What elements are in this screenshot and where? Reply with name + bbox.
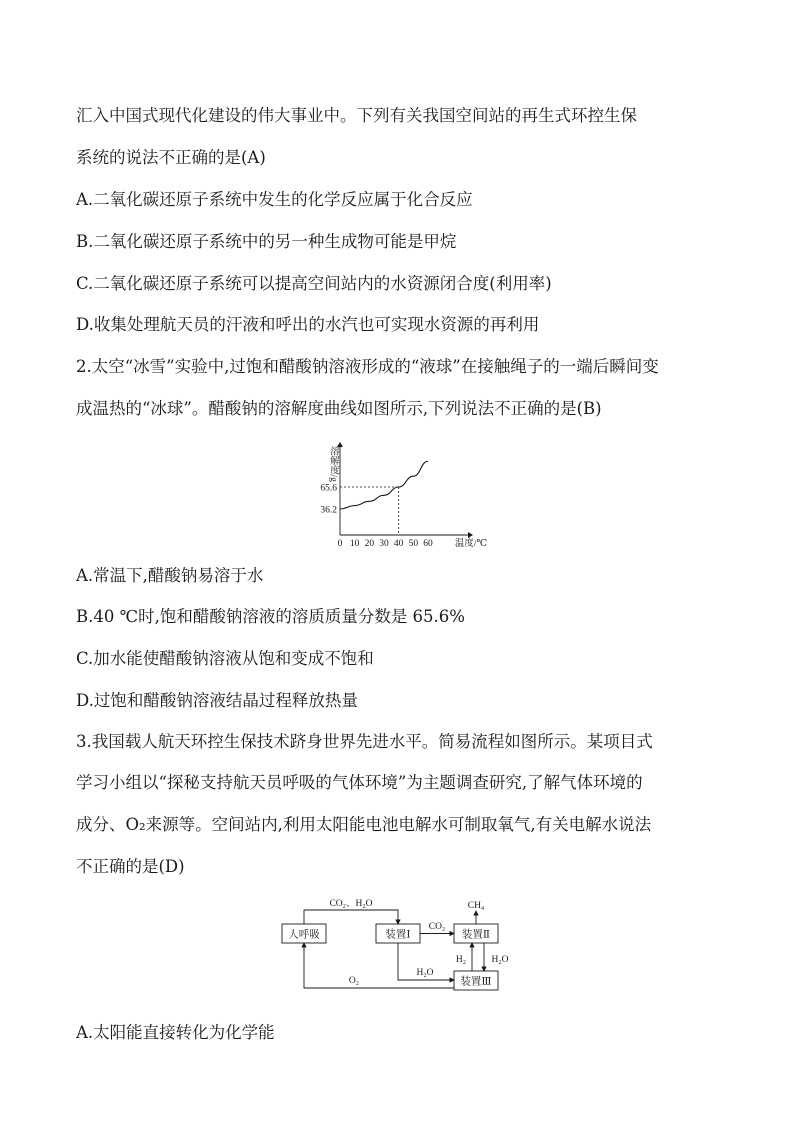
label-h2: H₂ — [455, 955, 467, 965]
option-d: D.收集处理航天员的汗液和呼出的水汽也可实现水资源的再利用 — [76, 315, 540, 334]
label-ch4: CH₄ — [467, 901, 485, 911]
label-h2o-right: H₂O — [491, 955, 509, 965]
x-tick-label: 10 — [349, 539, 360, 548]
x-tick-label: 60 — [423, 539, 433, 548]
solubility-curve — [340, 461, 428, 509]
option-a: A.太阳能直接转化为化学能 — [76, 1023, 275, 1042]
text-line: 成分、O₂来源等。空间站内,利用太阳能电池电解水可制取氧气,有关电解水说法 — [76, 815, 652, 834]
y-tick-label: 36.2 — [320, 505, 337, 516]
option-a: A.二氧化碳还原子系统中发生的化学反应属于化合反应 — [76, 190, 473, 209]
process-flow-diagram — [278, 893, 518, 993]
option-b: B.二氧化碳还原子系统中的另一种生成物可能是甲烷 — [76, 232, 457, 251]
label-co2: CO₂ — [428, 922, 446, 932]
arrow-o2-return — [304, 943, 454, 988]
text-line: 不正确的是(D) — [76, 857, 185, 876]
x-tick-label: 40 — [393, 539, 404, 548]
text-line: 学习小组以“探秘支持航天员呼吸的气体环境”为主题调查研究,了解气体环境的 — [76, 773, 643, 792]
x-tick-label: 0 — [337, 539, 343, 548]
x-axis-arrow — [468, 532, 473, 538]
y-tick-label: 65.6 — [320, 483, 337, 494]
option-a: A.常温下,醋酸钠易溶于水 — [76, 566, 264, 585]
y-axis-label: 溶解度/g — [328, 446, 338, 482]
label-o2: O₂ — [348, 976, 360, 986]
solubility-chart — [300, 438, 500, 548]
box-human-label: 人呼吸 — [288, 929, 320, 941]
question-3: 3.我国载人航天环控生保技术跻身世界先进水平。简易流程如图所示。某项目式 — [76, 732, 653, 751]
label-co2-h2o: CO₂、H₂O — [329, 899, 373, 909]
option-c: C.二氧化碳还原子系统可以提高空间站内的水资源闭合度(利用率) — [76, 274, 552, 293]
option-c: C.加水能使醋酸钠溶液从饱和变成不饱和 — [76, 649, 374, 668]
x-axis-label: 温度/℃ — [454, 539, 488, 548]
box-device-3-label: 装置Ⅲ — [460, 976, 492, 988]
option-b: B.40 ℃时,饱和醋酸钠溶液的溶质质量分数是 65.6% — [76, 607, 465, 626]
x-tick-label: 30 — [379, 539, 389, 548]
text-line: 系统的说法不正确的是(A) — [76, 148, 266, 167]
arrow-human-to-device1 — [304, 910, 398, 924]
text-line: 汇入中国式现代化建设的伟大事业中。下列有关我国空间站的再生式环控生保 — [76, 106, 637, 125]
text-line: 成温热的“冰球”。醋酸钠的溶解度曲线如图所示,下列说法不正确的是(B) — [76, 399, 602, 418]
box-device-2-label: 装置Ⅱ — [461, 929, 491, 941]
x-tick-label: 50 — [408, 539, 419, 548]
box-device-1-label: 装置Ⅰ — [385, 929, 411, 941]
option-d: D.过饱和醋酸钠溶液结晶过程释放热量 — [76, 691, 358, 710]
question-2: 2.太空“冰雪”实验中,过饱和醋酸钠溶液形成的“液球”在接触绳子的一端后瞬间变 — [76, 357, 659, 376]
x-tick-label: 20 — [364, 539, 375, 548]
label-h2o-bottom: H₂O — [416, 968, 434, 978]
